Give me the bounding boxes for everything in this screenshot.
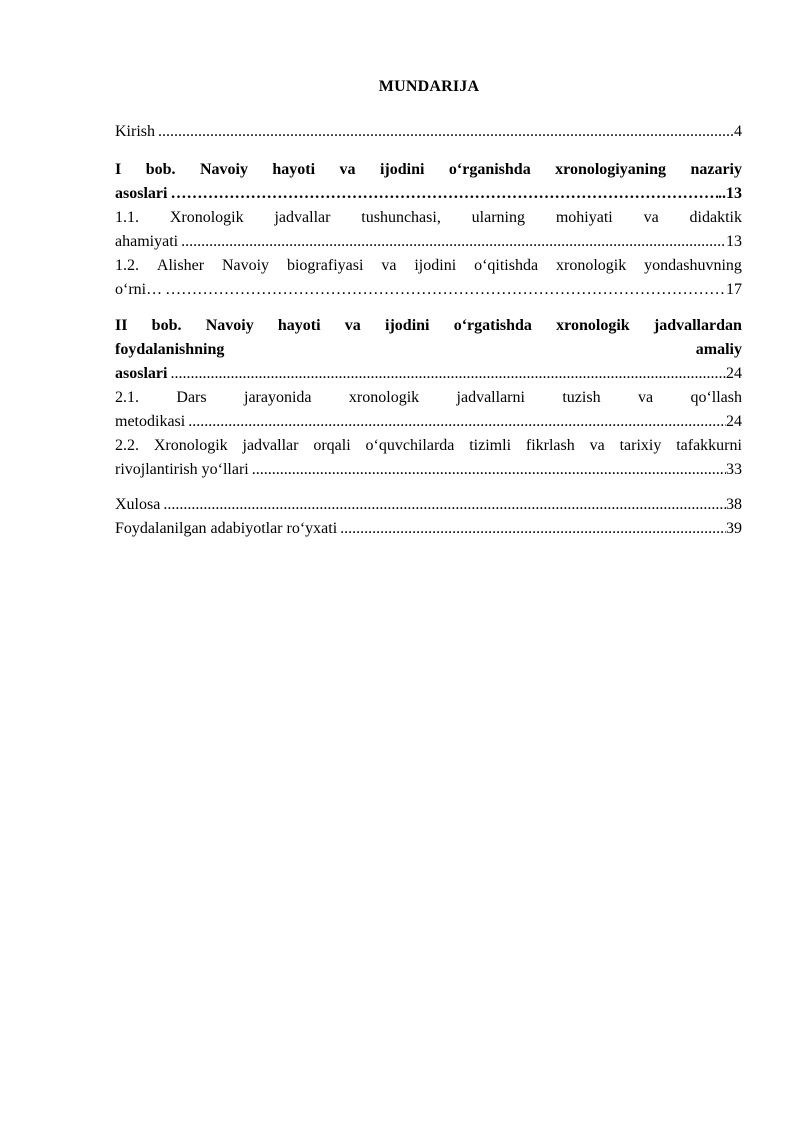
toc-entry-kirish[interactable] xyxy=(115,120,742,144)
toc-word: ijodini xyxy=(385,317,430,334)
toc-word: Navoiy xyxy=(205,317,254,334)
dot-leader xyxy=(162,278,726,302)
toc-section-1-2-line-2[interactable] xyxy=(115,278,742,302)
toc-word: 2.1. xyxy=(115,389,139,406)
toc-word: Xronologik xyxy=(153,437,228,454)
toc-word: ularning xyxy=(471,209,525,226)
toc-entry-label: ahamiyati xyxy=(115,233,179,250)
toc-word: orqali xyxy=(313,437,351,454)
toc-word: va xyxy=(637,389,654,406)
toc-page-number: 38 xyxy=(726,496,742,513)
toc-word: Navoiy xyxy=(199,161,248,178)
toc-word: ijodini xyxy=(379,161,425,178)
toc-chapter-2-line-2[interactable] xyxy=(115,338,742,362)
toc-page-number: 24 xyxy=(726,365,742,382)
toc-word: jadvallardan xyxy=(653,317,742,334)
toc-word: o‘qitishda xyxy=(474,257,539,274)
toc-word: va xyxy=(643,209,659,226)
toc-word: biografiyasi xyxy=(286,257,364,274)
toc-word: jarayonida xyxy=(244,389,312,406)
dot-leader xyxy=(160,493,726,517)
table-of-contents xyxy=(115,120,742,541)
toc-word: bob. xyxy=(145,161,176,178)
toc-entry-xulosa[interactable] xyxy=(115,493,742,517)
toc-word: tarixiy xyxy=(619,437,662,454)
toc-page-number: 39 xyxy=(726,520,742,537)
toc-entry-label: Kirish xyxy=(115,123,155,140)
toc-word: foydalanishning xyxy=(115,341,225,358)
toc-word: jadvallar xyxy=(242,437,299,454)
toc-chapter-2-line-3[interactable] xyxy=(115,362,742,386)
toc-word: didaktik xyxy=(689,209,742,226)
toc-word: hayoti xyxy=(272,161,316,178)
toc-word: tizimli xyxy=(469,437,512,454)
toc-entry-label: o‘rni… xyxy=(115,281,163,298)
toc-entry-label: rivojlantirish yo‘llari xyxy=(115,461,249,478)
toc-word: tuzish xyxy=(562,389,601,406)
toc-word: 2.2. xyxy=(115,437,139,454)
toc-word: Navoiy xyxy=(221,257,270,274)
toc-word: xronologik xyxy=(556,317,630,334)
toc-word: qo‘llash xyxy=(690,389,742,406)
toc-word: xronologik xyxy=(555,257,627,274)
toc-word: va xyxy=(344,317,361,334)
dot-leader xyxy=(155,120,734,144)
dot-leader xyxy=(167,182,718,206)
toc-page-number: 33 xyxy=(726,461,742,478)
toc-word: ijodini xyxy=(414,257,457,274)
toc-word: nazariy xyxy=(690,161,742,178)
dot-leader xyxy=(185,410,726,434)
toc-section-2-2-line-2[interactable] xyxy=(115,458,742,482)
toc-section-1-2-line-1[interactable] xyxy=(115,254,742,278)
toc-word: va xyxy=(381,257,397,274)
toc-word: o‘rgatishda xyxy=(453,317,532,334)
toc-word: II xyxy=(115,317,128,334)
toc-section-2-1-line-2[interactable] xyxy=(115,410,742,434)
toc-word: I xyxy=(115,161,122,178)
toc-entry-label: Foydalanilgan adabiyotlar ro‘yxati xyxy=(115,520,338,537)
toc-entry-label: Xulosa xyxy=(115,496,161,513)
toc-chapter-1-line-2[interactable] xyxy=(115,182,742,206)
toc-word: tushunchasi, xyxy=(361,209,441,226)
dot-leader xyxy=(167,362,726,386)
dot-leader xyxy=(337,517,726,541)
toc-entry-label: asoslari xyxy=(115,185,168,202)
toc-word: 1.1. xyxy=(115,209,139,226)
toc-word: va xyxy=(589,437,605,454)
dot-leader xyxy=(178,230,726,254)
toc-entry-label: metodikasi xyxy=(115,413,186,430)
toc-section-1-1-line-1[interactable] xyxy=(115,206,742,230)
toc-section-2-2-line-1[interactable] xyxy=(115,434,742,458)
toc-word: o‘quvchilarda xyxy=(365,437,455,454)
toc-word: tafakkurni xyxy=(676,437,742,454)
toc-page-number: ..13 xyxy=(718,185,742,202)
toc-word: Dars xyxy=(176,389,207,406)
toc-page-number: 4 xyxy=(734,123,742,140)
toc-page-number: 13 xyxy=(726,233,742,250)
toc-word: amaliy xyxy=(695,341,742,358)
toc-word: o‘rganishda xyxy=(448,161,531,178)
toc-entry-references[interactable] xyxy=(115,517,742,541)
toc-section-1-1-line-2[interactable] xyxy=(115,230,742,254)
toc-page-number: 24 xyxy=(726,413,742,430)
toc-word: hayoti xyxy=(277,317,321,334)
toc-word: yondashuvning xyxy=(644,257,742,274)
toc-word: 1.2. xyxy=(115,257,139,274)
toc-entry-label: asoslari xyxy=(115,365,168,382)
dot-leader xyxy=(249,458,726,482)
toc-word: fikrlash xyxy=(525,437,575,454)
page-title: MUNDARIJA xyxy=(378,78,480,95)
toc-word: bob. xyxy=(151,317,182,334)
toc-page-number: 17 xyxy=(726,281,742,298)
toc-word: mohiyati xyxy=(555,209,613,226)
toc-word: Xronologik xyxy=(169,209,244,226)
toc-word: jadvallar xyxy=(274,209,331,226)
toc-chapter-2-line-1[interactable] xyxy=(115,314,742,338)
toc-chapter-1-line-1[interactable] xyxy=(115,158,742,182)
toc-word: xronologiyaning xyxy=(555,161,666,178)
toc-word: xronologik xyxy=(348,389,420,406)
toc-word: Alisher xyxy=(156,257,205,274)
toc-word: jadvallarni xyxy=(456,389,525,406)
toc-word: va xyxy=(339,161,356,178)
toc-section-2-1-line-1[interactable] xyxy=(115,386,742,410)
